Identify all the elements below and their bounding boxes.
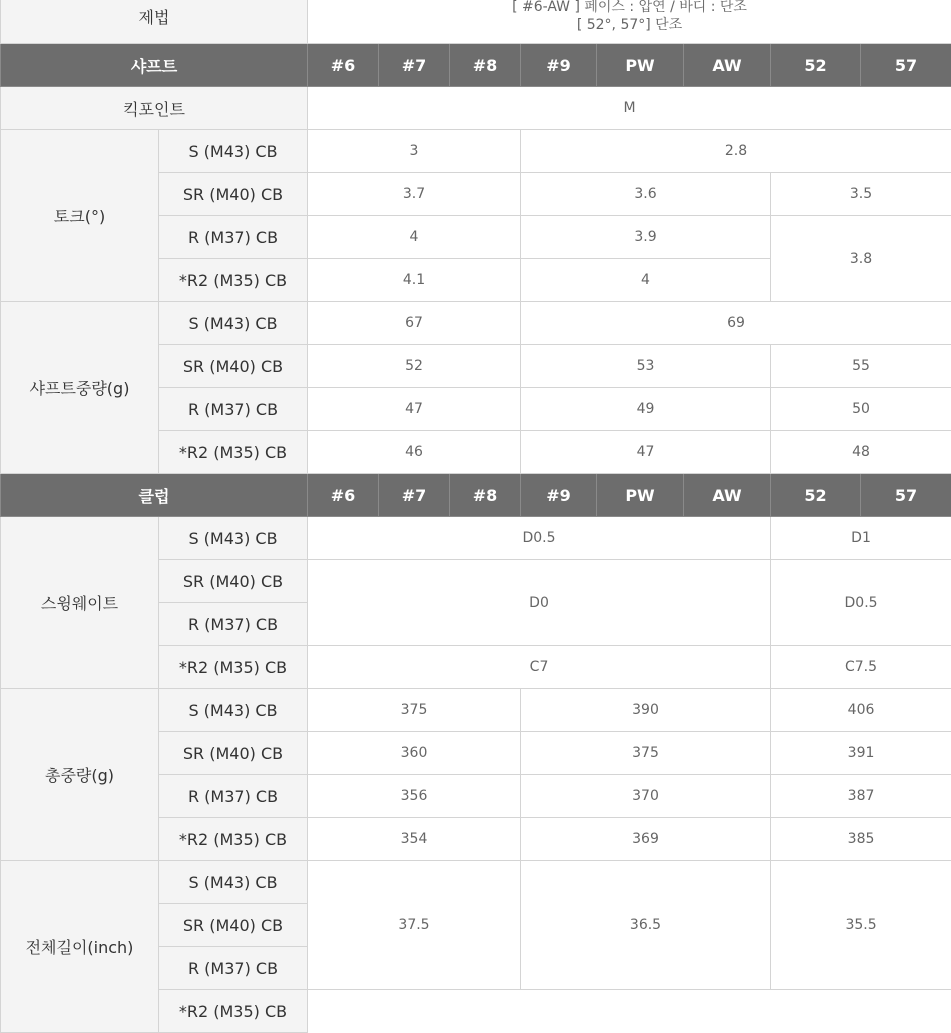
- cell-value: 55: [771, 345, 951, 388]
- cell-value: 390: [521, 689, 771, 732]
- cell-value: 52: [308, 345, 521, 388]
- col-header: PW: [597, 474, 684, 517]
- cell-value: 3.5: [771, 173, 951, 216]
- cell-value: 4: [308, 216, 521, 259]
- flex-label: *R2 (M35) CB: [159, 646, 308, 689]
- cell-value: 387: [771, 775, 951, 818]
- cell-value: 2.8: [521, 130, 951, 173]
- cell-value: 375: [308, 689, 521, 732]
- cell-value: D0.5: [308, 517, 771, 560]
- cell-value: 69: [521, 302, 951, 345]
- flex-label: SR (M40) CB: [159, 732, 308, 775]
- kickpoint-value: M: [308, 87, 951, 130]
- cell-value: 375: [521, 732, 771, 775]
- cell-value: 3.9: [521, 216, 771, 259]
- flex-label: R (M37) CB: [159, 775, 308, 818]
- col-header: #9: [521, 44, 597, 87]
- flex-label: S (M43) CB: [159, 689, 308, 732]
- flex-label: SR (M40) CB: [159, 560, 308, 603]
- torque-label: 토크(°): [1, 130, 159, 302]
- cell-value: 4: [521, 259, 771, 302]
- col-header: #6: [308, 44, 379, 87]
- cell-value: 3.8: [771, 216, 951, 302]
- cell-value: 50: [771, 388, 951, 431]
- cell-value: 370: [521, 775, 771, 818]
- flex-label: R (M37) CB: [159, 947, 308, 990]
- table-row: [1, 517, 951, 560]
- cell-value: 3: [308, 130, 521, 173]
- cell-value: 360: [308, 732, 521, 775]
- cell-value: 46: [308, 431, 521, 474]
- cell-value: 385: [771, 818, 951, 861]
- club-section-title: 클럽: [1, 474, 308, 517]
- flex-label: SR (M40) CB: [159, 904, 308, 947]
- cell-value: D0.5: [771, 560, 951, 646]
- table-row: [1, 130, 951, 173]
- flex-label: SR (M40) CB: [159, 173, 308, 216]
- flex-label: *R2 (M35) CB: [159, 990, 308, 1033]
- col-header: #7: [379, 474, 450, 517]
- col-header: #7: [379, 44, 450, 87]
- flex-label: *R2 (M35) CB: [159, 818, 308, 861]
- flex-label: S (M43) CB: [159, 302, 308, 345]
- cell-value: 35.5: [771, 861, 951, 990]
- cell-value: 53: [521, 345, 771, 388]
- table-row: [1, 861, 951, 904]
- cell-value: D1: [771, 517, 951, 560]
- col-header: #9: [521, 474, 597, 517]
- col-header: 52: [771, 44, 861, 87]
- flex-label: S (M43) CB: [159, 130, 308, 173]
- col-header: PW: [597, 44, 684, 87]
- cell-value: 354: [308, 818, 521, 861]
- cell-value: 3.7: [308, 173, 521, 216]
- method-line-2: [ 52°, 57°] 단조: [308, 16, 951, 34]
- cell-value: 47: [521, 431, 771, 474]
- length-label: 전체길이(inch): [1, 861, 159, 1033]
- col-header: #6: [308, 474, 379, 517]
- cell-value: 406: [771, 689, 951, 732]
- col-header: AW: [684, 474, 771, 517]
- flex-label: R (M37) CB: [159, 216, 308, 259]
- shaft-weight-label: 샤프트중량(g): [1, 302, 159, 474]
- method-label: 제법: [1, 0, 308, 44]
- swingweight-label: 스윙웨이트: [1, 517, 159, 689]
- flex-label: S (M43) CB: [159, 861, 308, 904]
- method-line-1: [ #6-AW ] 페이스 : 압연 / 바디 : 단조: [308, 0, 951, 16]
- club-header-row: [1, 474, 951, 517]
- method-row: [1, 0, 951, 44]
- col-header: #8: [450, 474, 521, 517]
- flex-label: SR (M40) CB: [159, 345, 308, 388]
- flex-label: R (M37) CB: [159, 603, 308, 646]
- cell-value: 36.5: [521, 861, 771, 990]
- col-header: AW: [684, 44, 771, 87]
- flex-label: S (M43) CB: [159, 517, 308, 560]
- method-value: [308, 0, 951, 44]
- cell-value: C7: [308, 646, 771, 689]
- col-header: 57: [861, 474, 951, 517]
- cell-value: 47: [308, 388, 521, 431]
- total-weight-label: 총중량(g): [1, 689, 159, 861]
- col-header: #8: [450, 44, 521, 87]
- flex-label: *R2 (M35) CB: [159, 259, 308, 302]
- cell-value: C7.5: [771, 646, 951, 689]
- cell-value: 49: [521, 388, 771, 431]
- cell-value: D0: [308, 560, 771, 646]
- col-header: 57: [861, 44, 951, 87]
- cell-value: 4.1: [308, 259, 521, 302]
- cell-value: 391: [771, 732, 951, 775]
- cell-value: 356: [308, 775, 521, 818]
- kickpoint-label: 킥포인트: [1, 87, 308, 130]
- col-header: 52: [771, 474, 861, 517]
- cell-value: 369: [521, 818, 771, 861]
- table-row: [1, 689, 951, 732]
- shaft-header-row: [1, 44, 951, 87]
- cell-value: 3.6: [521, 173, 771, 216]
- cell-value: 67: [308, 302, 521, 345]
- flex-label: R (M37) CB: [159, 388, 308, 431]
- flex-label: *R2 (M35) CB: [159, 431, 308, 474]
- table-row: [1, 302, 951, 345]
- shaft-section-title: 샤프트: [1, 44, 308, 87]
- cell-value: 37.5: [308, 861, 521, 990]
- table-row: [1, 87, 951, 130]
- cell-value: 48: [771, 431, 951, 474]
